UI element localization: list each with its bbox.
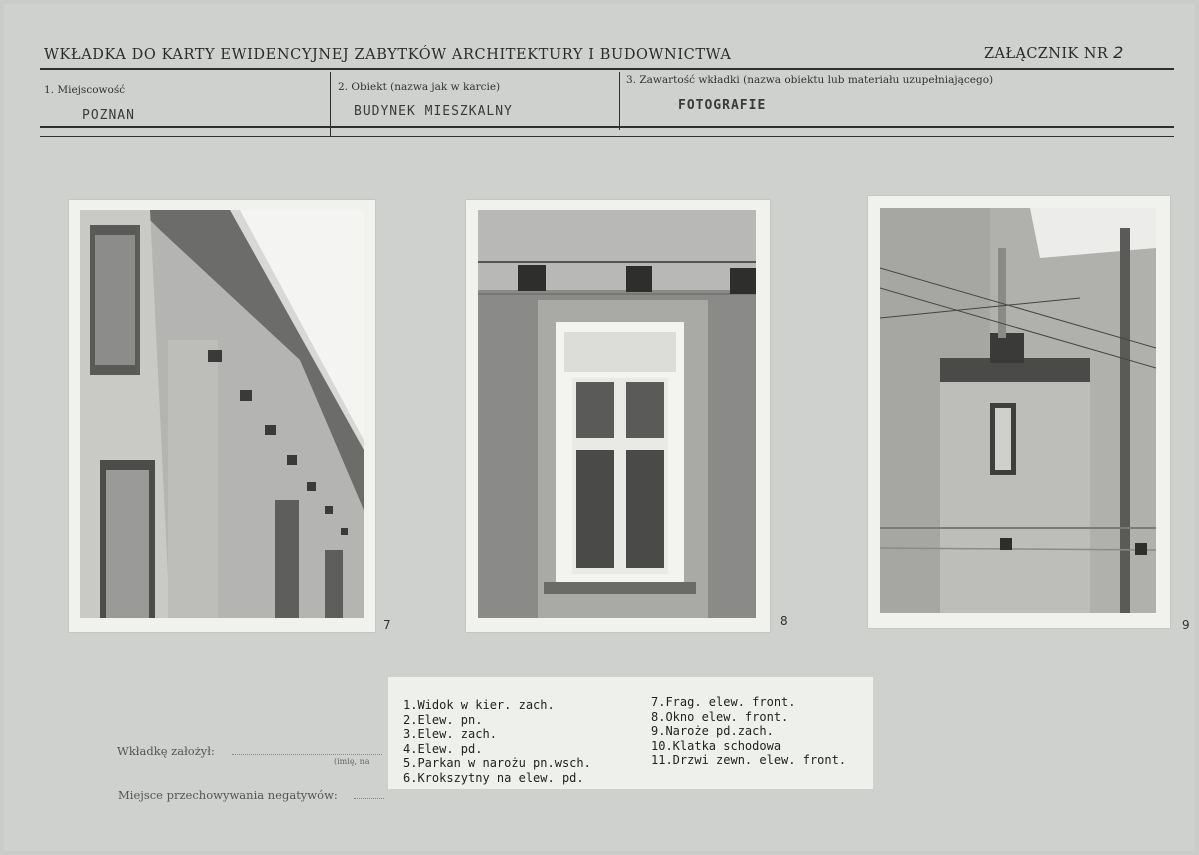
locality-label: 1. Miejscowość [44, 84, 126, 96]
header-top-rule [40, 68, 1174, 70]
legend-item: 4.Elew. pd. [403, 741, 483, 756]
photo-7-image [80, 210, 364, 618]
field-divider-2 [619, 72, 620, 130]
field-divider-1 [330, 72, 331, 136]
storage-label: Miejsce przechowywania negatywów: [118, 788, 338, 802]
legend-item: 3.Elew. zach. [403, 727, 497, 742]
photo-8-image [478, 210, 756, 618]
author-label: Wkładkę założył: [117, 744, 215, 758]
document-sheet [4, 4, 1195, 851]
photo-9-image [880, 208, 1156, 613]
document-title: WKŁADKA DO KARTY EWIDENCYJNEJ ZABYTKÓW ARCHITEKTURY I BUDOWNICTWA [44, 47, 732, 63]
content-label: 3. Zawartość wkładki (nazwa obiektu lub materiału uzupełniającego) [626, 74, 994, 86]
header-bottom-rule [40, 126, 1174, 128]
photo-building-corner [69, 200, 391, 632]
legend-item: 10.Klatka schodowa [651, 738, 782, 753]
legend-item: 5.Parkan w narożu pn.wsch. [403, 756, 591, 771]
legend-item: 9.Naroże pd.zach. [651, 724, 774, 739]
photo-corner-porch [868, 196, 1190, 632]
header-bottom-rule-2 [40, 136, 1174, 137]
legend-item: 1.Widok w kier. zach. [403, 698, 555, 712]
annex-label [984, 43, 1124, 62]
object-label: 2. Obiekt (nazwa jak w karcie) [338, 81, 501, 93]
legend-item: 6.Krokszytny na elew. pd. [403, 770, 584, 785]
content-value: FOTOGRAFIE [678, 98, 767, 113]
legend-column-left [403, 698, 591, 786]
legend-item: 11.Drzwi zewn. elew. front. [651, 753, 847, 768]
photo-7-number: 7 [383, 618, 391, 632]
legend-column-right [651, 695, 846, 768]
author-dotline [232, 754, 382, 755]
legend-item: 2.Elew. pn. [403, 712, 483, 727]
photo-window [466, 200, 788, 632]
legend-item: 7.Frag. elew. front. [651, 695, 796, 709]
storage-dotline [354, 798, 384, 799]
photo-9-number: 9 [1182, 618, 1190, 632]
annex-number: 2 [1113, 43, 1124, 62]
photo-8-number: 8 [780, 614, 788, 628]
author-note: (imię, na [334, 757, 370, 766]
locality-value: POZNAN [82, 108, 135, 123]
annex-text: ZAŁĄCZNIK NR [984, 46, 1109, 62]
photo-legend [388, 677, 873, 789]
object-value: BUDYNEK MIESZKALNY [354, 104, 513, 119]
legend-item: 8.Okno elew. front. [651, 709, 789, 724]
